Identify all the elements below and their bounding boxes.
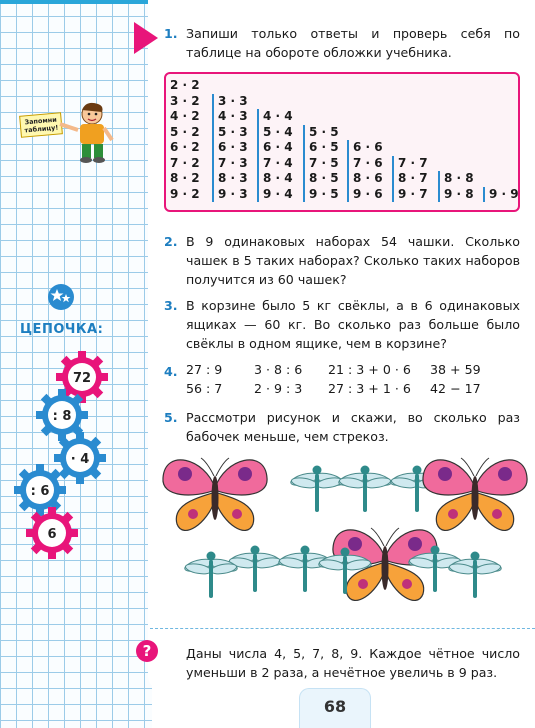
task-marker — [134, 22, 158, 54]
boy-icon — [20, 100, 130, 170]
mult-separator — [303, 125, 305, 203]
mult-cell: 9 · 9 — [489, 186, 519, 201]
dragonfly — [278, 546, 333, 593]
expression: 21 : 3 + 0 · 6 — [328, 362, 411, 377]
mult-cell: 4 · 4 — [263, 109, 293, 123]
mult-cell: 4 · 3 — [218, 109, 248, 123]
divider — [150, 628, 535, 629]
mult-cell: 6 · 5 — [309, 140, 339, 154]
mult-cell: 5 · 4 — [263, 124, 293, 139]
mult-cell: 8 · 8 — [444, 171, 474, 185]
mult-cell: 7 · 7 — [398, 155, 428, 170]
remember-sign-text: Запомни таблицу! — [24, 115, 59, 135]
bonus-task — [164, 644, 520, 682]
mult-separator — [483, 187, 485, 203]
expression: 38 + 59 — [430, 362, 481, 377]
expression: 27 : 9 — [186, 362, 223, 377]
dragonfly — [338, 466, 393, 513]
task-text: Запиши только ответы и проверь себя по таблице на обороте обложки учебника. — [186, 26, 520, 60]
mult-cell: 7 · 4 — [263, 155, 293, 170]
task-3 — [164, 296, 520, 353]
expression: 2 · 9 : 3 — [254, 381, 303, 396]
cartoon-boy — [20, 100, 130, 170]
mult-cell: 5 · 2 — [170, 124, 200, 139]
gear-chain — [0, 340, 140, 580]
task-text: Рассмотри рисунок и скажи, во сколько раз бабочек меньше, чем стрекоз. — [186, 410, 520, 444]
mult-cell: 9 · 3 — [218, 186, 248, 201]
butterfly — [163, 458, 267, 530]
task-5 — [164, 408, 520, 446]
question-mark-icon: ? — [136, 640, 158, 662]
mult-cell: 9 · 6 — [353, 186, 383, 201]
mult-cell: 7 · 3 — [218, 155, 248, 170]
chain-step-1: 72 — [72, 371, 92, 386]
task-number: 5. — [164, 410, 178, 425]
mult-cell: 5 · 3 — [218, 124, 248, 139]
mult-cell: 7 · 2 — [170, 155, 200, 170]
chain-label: ЦЕПОЧКА: — [20, 322, 104, 337]
chain-step-5: 6 — [47, 527, 57, 542]
mult-cell: 9 · 8 — [444, 186, 474, 201]
mult-separator — [392, 156, 394, 203]
mult-cell: 6 · 6 — [353, 140, 383, 154]
mult-cell: 8 · 5 — [309, 171, 339, 185]
mult-cell: 9 · 4 — [263, 186, 293, 201]
insects-picture — [155, 450, 535, 620]
task-text: В корзине было 5 кг свёклы, а в 6 одинаковых ящиках — 60 кг. Во сколько раз больше было свёклы в одном ящике, чем в корзине? — [186, 298, 520, 351]
mult-cell: 9 · 2 — [170, 186, 200, 201]
grid-top-edge — [0, 0, 152, 4]
mult-cell: 8 · 7 — [398, 171, 428, 185]
mult-separator — [347, 140, 349, 202]
mult-cell: 8 · 3 — [218, 171, 248, 185]
butterfly — [423, 458, 527, 530]
mult-column — [170, 78, 200, 202]
stars-icon — [46, 282, 76, 312]
mult-cell: 6 · 3 — [218, 140, 248, 154]
expression: 42 − 17 — [430, 381, 481, 396]
mult-cell: 7 · 6 — [353, 155, 383, 170]
expression: 3 · 8 : 6 — [254, 362, 303, 377]
mult-separator — [438, 171, 440, 202]
chain-step-3: · 4 — [70, 452, 90, 467]
dragonfly — [184, 552, 239, 599]
mult-cell: 3 · 3 — [218, 93, 248, 108]
chain-step-4: : 6 — [30, 484, 50, 499]
task-number: 3. — [164, 298, 178, 313]
mult-cell: 8 · 2 — [170, 171, 200, 185]
mult-column — [263, 109, 293, 202]
mult-column — [398, 156, 428, 203]
mult-cell: 7 · 5 — [309, 155, 339, 170]
mult-cell: 9 · 7 — [398, 186, 428, 201]
mult-separator — [257, 109, 259, 202]
mult-cell: 9 · 5 — [309, 186, 339, 201]
task-2 — [164, 232, 520, 289]
mult-column — [489, 187, 519, 203]
mult-cell: 8 · 6 — [353, 171, 383, 185]
task-number: 4. — [164, 364, 178, 379]
mult-cell: 2 · 2 — [170, 78, 200, 92]
task-text: В 9 одинаковых наборах 54 чашки. Сколько чашек в 5 таких наборах? Сколько таких наборов получится из 60 чашек? — [186, 234, 520, 287]
expression: 27 : 3 + 1 · 6 — [328, 381, 411, 396]
task-1 — [164, 24, 520, 62]
mult-cell: 8 · 4 — [263, 171, 293, 185]
page-number: 68 — [323, 697, 347, 716]
task-number: 1. — [164, 26, 178, 41]
dragonfly — [290, 466, 345, 513]
chain-step-2: : 8 — [52, 409, 72, 424]
mult-column — [309, 125, 339, 203]
mult-column — [444, 171, 474, 202]
mult-cell: 6 · 2 — [170, 140, 200, 154]
mult-separator — [212, 94, 214, 203]
mult-column — [353, 140, 383, 202]
mult-cell: 5 · 5 — [309, 124, 339, 139]
expression: 56 : 7 — [186, 381, 223, 396]
mult-cell: 4 · 2 — [170, 109, 200, 123]
mult-column — [218, 94, 248, 203]
task-text: Даны числа 4, 5, 7, 8, 9. Каждое чётное число уменьши в 2 раза, а нечётное увеличь в 9 раз. — [186, 646, 520, 680]
task-number: 2. — [164, 234, 178, 249]
mult-cell: 6 · 4 — [263, 140, 293, 154]
mult-cell: 3 · 2 — [170, 93, 200, 108]
